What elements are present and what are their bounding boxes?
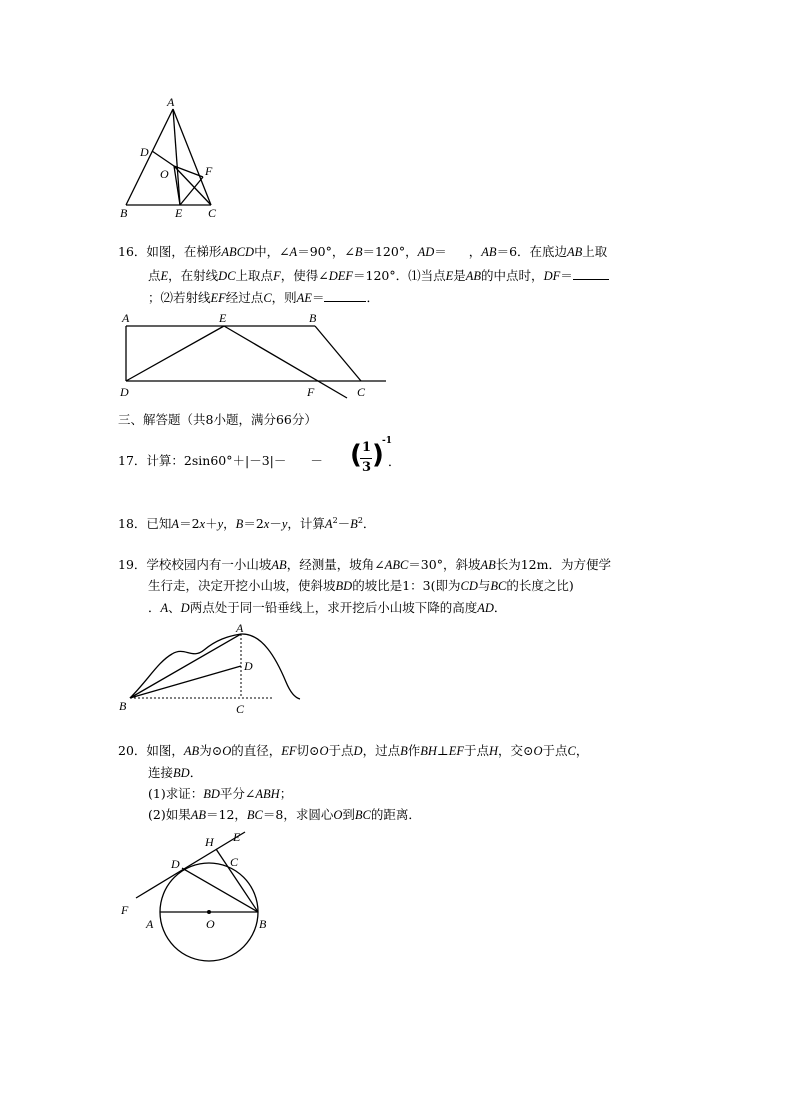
label-C: C [236, 702, 245, 716]
label-E: E [175, 206, 183, 220]
q19-line3: ．A、D两点处于同一铅垂线上，求开挖后小山坡下降的高度AD． [148, 600, 507, 615]
label-B: B [259, 917, 267, 931]
label-B: B [309, 311, 317, 325]
circle-figure [112, 825, 277, 975]
section-title: 三、解答题（共8小题，满分66分） [118, 412, 317, 427]
fraction-denominator: 3 [362, 460, 372, 475]
trapezoid-figure [115, 308, 395, 403]
label-D: D [171, 857, 180, 871]
q16-line3: ；⑵若射线EF经过点C，则AE＝ ． [148, 290, 379, 305]
exponent: -1 [382, 436, 392, 446]
label-E: E [219, 311, 227, 325]
label-D: D [120, 385, 129, 399]
fraction-numerator: 1 [362, 440, 372, 455]
label-C: C [357, 385, 366, 399]
label-O: O [160, 167, 169, 181]
label-F: F [205, 164, 213, 178]
q19-line1: 19．学校校园内有一小山坡AB，经测量，坡角∠ABC＝30°，斜坡AB长为12m．为方便学 [118, 557, 611, 572]
label-O: O [206, 917, 215, 931]
q17-fraction: ( 1 3 ) -1 ． [350, 436, 401, 475]
slope-figure [112, 620, 307, 720]
triangle-figure [110, 92, 230, 222]
label-A: A [122, 311, 130, 325]
q16-line2: 点E，在射线DC上取点F，使得∠DEF＝120°．⑴当点E是AB的中点时，DF＝ [148, 266, 609, 285]
label-A: A [146, 917, 154, 931]
q20-line2: 连接BD． [148, 765, 203, 780]
label-A: A [167, 95, 175, 109]
label-E: E [233, 830, 241, 844]
q16-line1: 16．如图，在梯形ABCD中，∠A＝90°，∠B＝120°，AD＝ ，AB＝6．在底边AB上取 [118, 244, 608, 259]
q20-part2: (2)如果AB＝12，BC＝8，求圆心O到BC的距离． [148, 807, 421, 822]
label-B: B [120, 206, 128, 220]
label-D: D [244, 659, 253, 673]
label-F: F [307, 385, 315, 399]
answer-blank-df[interactable] [573, 266, 609, 280]
q20-part1: (1)求证：BD平分∠ABH； [148, 786, 293, 801]
label-F: F [121, 903, 129, 917]
label-C: C [230, 855, 239, 869]
q18: 18．已知A＝2x＋y，B＝2x－y，计算$A^2-B^2$． [118, 516, 376, 532]
label-B: B [119, 699, 127, 713]
q20-line1: 20．如图，AB为⊙O的直径，EF切⊙O于点D，过点B作BH⊥EF于点H，交⊙O于点C， [118, 743, 589, 758]
center-point [207, 910, 211, 914]
label-C: C [208, 206, 217, 220]
answer-blank-ae[interactable] [324, 288, 366, 302]
q19-line2: 生行走，决定开挖小山坡，使斜坡BD的坡比是1：3(即为CD与BC的长度之比) [148, 578, 574, 593]
q17: 17．计算：2sin60°＋|－3|－ － [118, 453, 323, 468]
label-H: H [205, 835, 214, 849]
label-A: A [236, 621, 244, 635]
label-D: D [140, 145, 149, 159]
